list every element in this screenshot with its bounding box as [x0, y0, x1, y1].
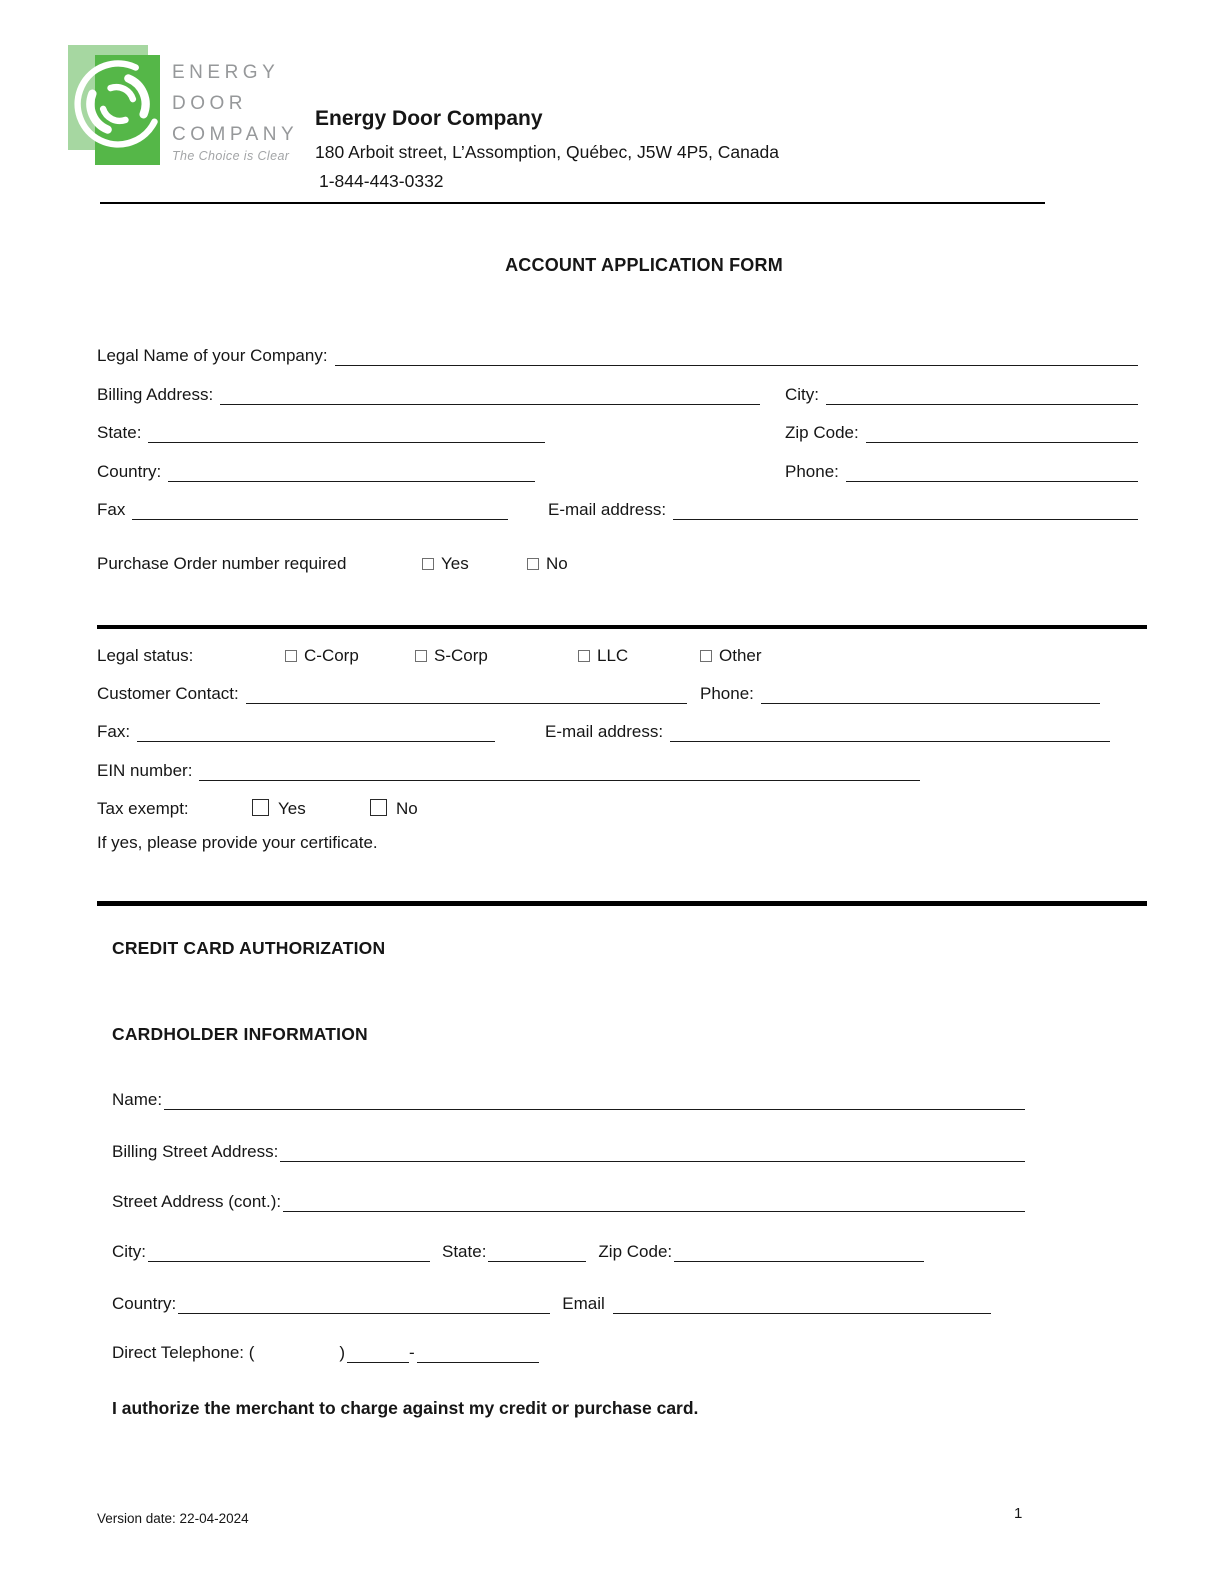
direct-phone-label: Direct Telephone: ( [112, 1343, 255, 1363]
card-name-line[interactable] [164, 1107, 1025, 1110]
card-city-label: City: [112, 1242, 146, 1262]
row-state-zip [97, 418, 1138, 443]
s-corp-label: S-Corp [434, 646, 488, 666]
tax-no-option[interactable] [370, 799, 418, 819]
card-name-label: Name: [112, 1090, 163, 1110]
certificate-note: If yes, please provide your certificate. [97, 833, 378, 852]
row-fax-email [97, 495, 1138, 520]
country-label: Country: [97, 462, 162, 482]
billing-street-line[interactable] [280, 1159, 1025, 1162]
phone-label: Phone: [785, 462, 839, 482]
cardholder-heading: CARDHOLDER INFORMATION [112, 1024, 368, 1044]
country-line[interactable] [168, 479, 535, 482]
card-city-line[interactable] [148, 1259, 430, 1262]
billing-street-label: Billing Street Address: [112, 1142, 279, 1162]
po-no-option[interactable] [527, 554, 568, 574]
row-card-street-cont [112, 1187, 1025, 1212]
card-country-line[interactable] [178, 1311, 550, 1314]
phone-suffix-line[interactable] [417, 1360, 539, 1363]
state-label: State: [97, 423, 142, 443]
phone-line[interactable] [846, 479, 1138, 482]
card-state-line[interactable] [488, 1259, 586, 1262]
s-corp-checkbox[interactable] [415, 650, 427, 662]
header-address: 180 Arboit street, L’Assomption, Québec, J5W 4P5, Canada [315, 142, 780, 162]
row-ein [97, 756, 920, 781]
po-yes-checkbox[interactable] [422, 558, 434, 570]
row-billing-city [97, 380, 1138, 405]
row-card-city-state-zip [112, 1237, 1025, 1262]
logo-word-door: DOOR [172, 93, 247, 114]
legal-name-label: Legal Name of your Company: [97, 346, 328, 366]
row-legal-name [97, 341, 1138, 366]
header-phone: 1-844-443-0332 [319, 171, 444, 191]
authorization-statement: I authorize the merchant to charge against my credit or purchase card. [112, 1398, 699, 1418]
card-country-label: Country: [112, 1294, 177, 1314]
card-zip-label: Zip Code: [598, 1242, 673, 1262]
zip-line[interactable] [866, 440, 1138, 443]
email-label: E-mail address: [548, 500, 667, 520]
header-company-name: Energy Door Company [315, 107, 543, 130]
tax-exempt-label: Tax exempt: [97, 799, 189, 819]
city-line[interactable] [826, 402, 1138, 405]
logo-tagline: The Choice is Clear [172, 149, 290, 163]
legal-status-label: Legal status: [97, 646, 194, 666]
zip-label: Zip Code: [785, 423, 859, 443]
customer-contact-label: Customer Contact: [97, 684, 239, 704]
po-no-label: No [546, 554, 568, 574]
form-title: ACCOUNT APPLICATION FORM [505, 255, 783, 275]
fax2-label: Fax: [97, 722, 131, 742]
fax2-line[interactable] [137, 739, 495, 742]
fax-line[interactable] [132, 517, 508, 520]
direct-phone-close: ) [339, 1343, 346, 1363]
po-yes-option[interactable] [422, 554, 469, 574]
row-contact-phone [97, 679, 1100, 704]
row-fax2-email2 [97, 717, 1110, 742]
email2-line[interactable] [670, 739, 1110, 742]
tax-yes-label: Yes [278, 799, 306, 819]
row-country-phone [97, 457, 1138, 482]
tax-yes-option[interactable] [252, 799, 306, 819]
tax-no-checkbox[interactable] [370, 799, 387, 816]
contact-phone-line[interactable] [761, 701, 1100, 704]
ein-label: EIN number: [97, 761, 193, 781]
card-email-line[interactable] [613, 1311, 991, 1314]
tax-yes-checkbox[interactable] [252, 799, 269, 816]
section-divider-1 [97, 625, 1147, 629]
card-email-label: Email [562, 1294, 605, 1314]
customer-contact-line[interactable] [246, 701, 687, 704]
row-card-name [112, 1085, 1025, 1110]
card-state-label: State: [442, 1242, 487, 1262]
llc-label: LLC [597, 646, 629, 666]
contact-phone-label: Phone: [700, 684, 754, 704]
page-number: 1 [1014, 1505, 1023, 1522]
logo-word-energy: ENERGY [172, 62, 280, 83]
state-line[interactable] [148, 440, 545, 443]
street-cont-line[interactable] [283, 1209, 1025, 1212]
row-direct-telephone [112, 1338, 1025, 1363]
direct-phone-dash: - [409, 1343, 415, 1363]
fax-label: Fax [97, 500, 126, 520]
row-legal-status [97, 641, 897, 666]
tax-no-label: No [396, 799, 418, 819]
legal-status-llc[interactable] [578, 646, 628, 666]
legal-status-other[interactable] [700, 646, 762, 666]
email2-label: E-mail address: [545, 722, 664, 742]
email-line[interactable] [673, 517, 1138, 520]
ein-line[interactable] [199, 778, 920, 781]
version-date: Version date: 22-04-2024 [97, 1511, 249, 1526]
po-no-checkbox[interactable] [527, 558, 539, 570]
row-tax-exempt [97, 794, 597, 819]
other-label: Other [719, 646, 762, 666]
section-divider-2 [97, 901, 1147, 906]
llc-checkbox[interactable] [578, 650, 590, 662]
purchase-order-label: Purchase Order number required [97, 554, 347, 574]
other-checkbox[interactable] [700, 650, 712, 662]
header-divider [100, 202, 1045, 204]
logo-word-company: COMPANY [172, 124, 299, 145]
legal-status-c-corp[interactable] [285, 646, 359, 666]
c-corp-checkbox[interactable] [285, 650, 297, 662]
card-zip-line[interactable] [674, 1259, 924, 1262]
legal-status-s-corp[interactable] [415, 646, 488, 666]
c-corp-label: C-Corp [304, 646, 359, 666]
billing-address-label: Billing Address: [97, 385, 214, 405]
row-purchase-order [97, 549, 697, 574]
row-card-billing-street [112, 1137, 1025, 1162]
credit-card-heading: CREDIT CARD AUTHORIZATION [112, 938, 386, 958]
company-logo [68, 42, 308, 174]
energy-swirl-icon [72, 57, 164, 151]
po-yes-label: Yes [441, 554, 469, 574]
city-label: City: [785, 385, 819, 405]
legal-name-line[interactable] [335, 363, 1138, 366]
street-cont-label: Street Address (cont.): [112, 1192, 282, 1212]
phone-prefix-line[interactable] [347, 1360, 409, 1363]
billing-address-line[interactable] [220, 402, 760, 405]
row-card-country-email [112, 1289, 1025, 1314]
